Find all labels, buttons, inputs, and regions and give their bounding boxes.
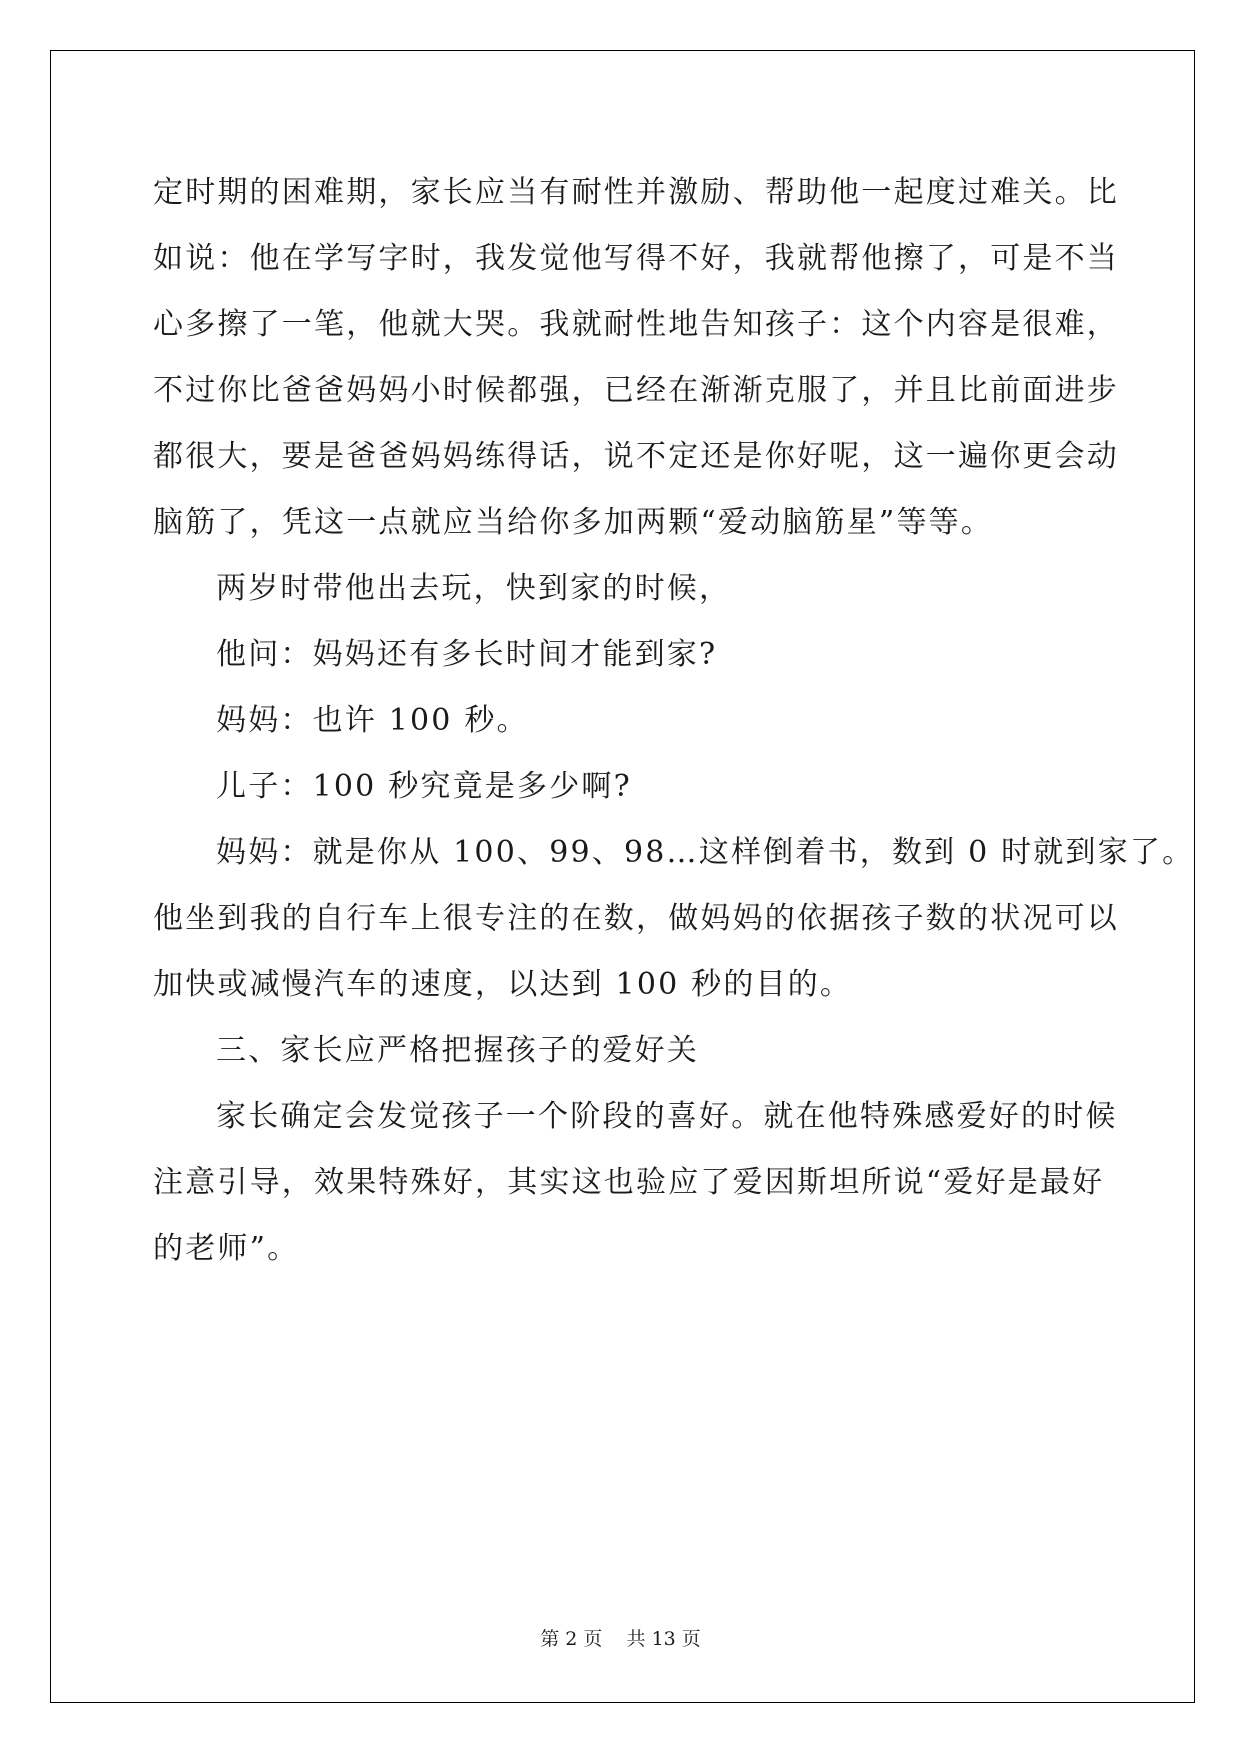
- text-line: 都很大，要是爸爸妈妈练得话，说不定还是你好呢，这一遍你更会动: [153, 439, 1119, 474]
- text-line: 脑筋了，凭这一点就应当给你多加两颗“爱动脑筋星”等等。: [153, 505, 994, 540]
- text-line: 如说：他在学写字时，我发觉他写得不好，我就帮他擦了，可是不当: [153, 241, 1119, 276]
- page-footer: [0, 1627, 1241, 1651]
- text-line: 妈妈：也许 100 秒。: [216, 703, 529, 738]
- text-line: 两岁时带他出去玩，快到家的时候，: [216, 571, 732, 606]
- text-line: 家长确定会发觉孩子一个阶段的喜好。就在他特殊感爱好的时候: [216, 1099, 1118, 1134]
- text-line: 他坐到我的自行车上很专注的在数，做妈妈的依据孩子数的状况可以: [153, 901, 1119, 936]
- total-pages: 共 13 页: [626, 1628, 701, 1650]
- text-line: 加快或减慢汽车的速度，以达到 100 秒的目的。: [153, 967, 853, 1002]
- text-line: 他问：妈妈还有多长时间才能到家?: [216, 637, 718, 672]
- text-line: 不过你比爸爸妈妈小时候都强，已经在渐渐克服了，并且比前面进步: [153, 373, 1119, 408]
- text-line: 儿子：100 秒究竟是多少啊?: [216, 769, 632, 804]
- text-line: 的老师”。: [153, 1231, 300, 1266]
- text-line: 妈妈：就是你从 100、99、98…这样倒着书，数到 0 时就到家了。: [216, 835, 1195, 870]
- text-line: 定时期的困难期，家长应当有耐性并激励、帮助他一起度过难关。比: [153, 175, 1119, 210]
- page-number: 第 2 页: [540, 1628, 603, 1650]
- text-line: 注意引导，效果特殊好，其实这也验应了爱因斯坦所说“爱好是最好: [153, 1165, 1105, 1200]
- text-line: 心多擦了一笔，他就大哭。我就耐性地告知孩子：这个内容是很难，: [153, 307, 1119, 342]
- section-heading: 三、家长应严格把握孩子的爱好关: [216, 1033, 699, 1068]
